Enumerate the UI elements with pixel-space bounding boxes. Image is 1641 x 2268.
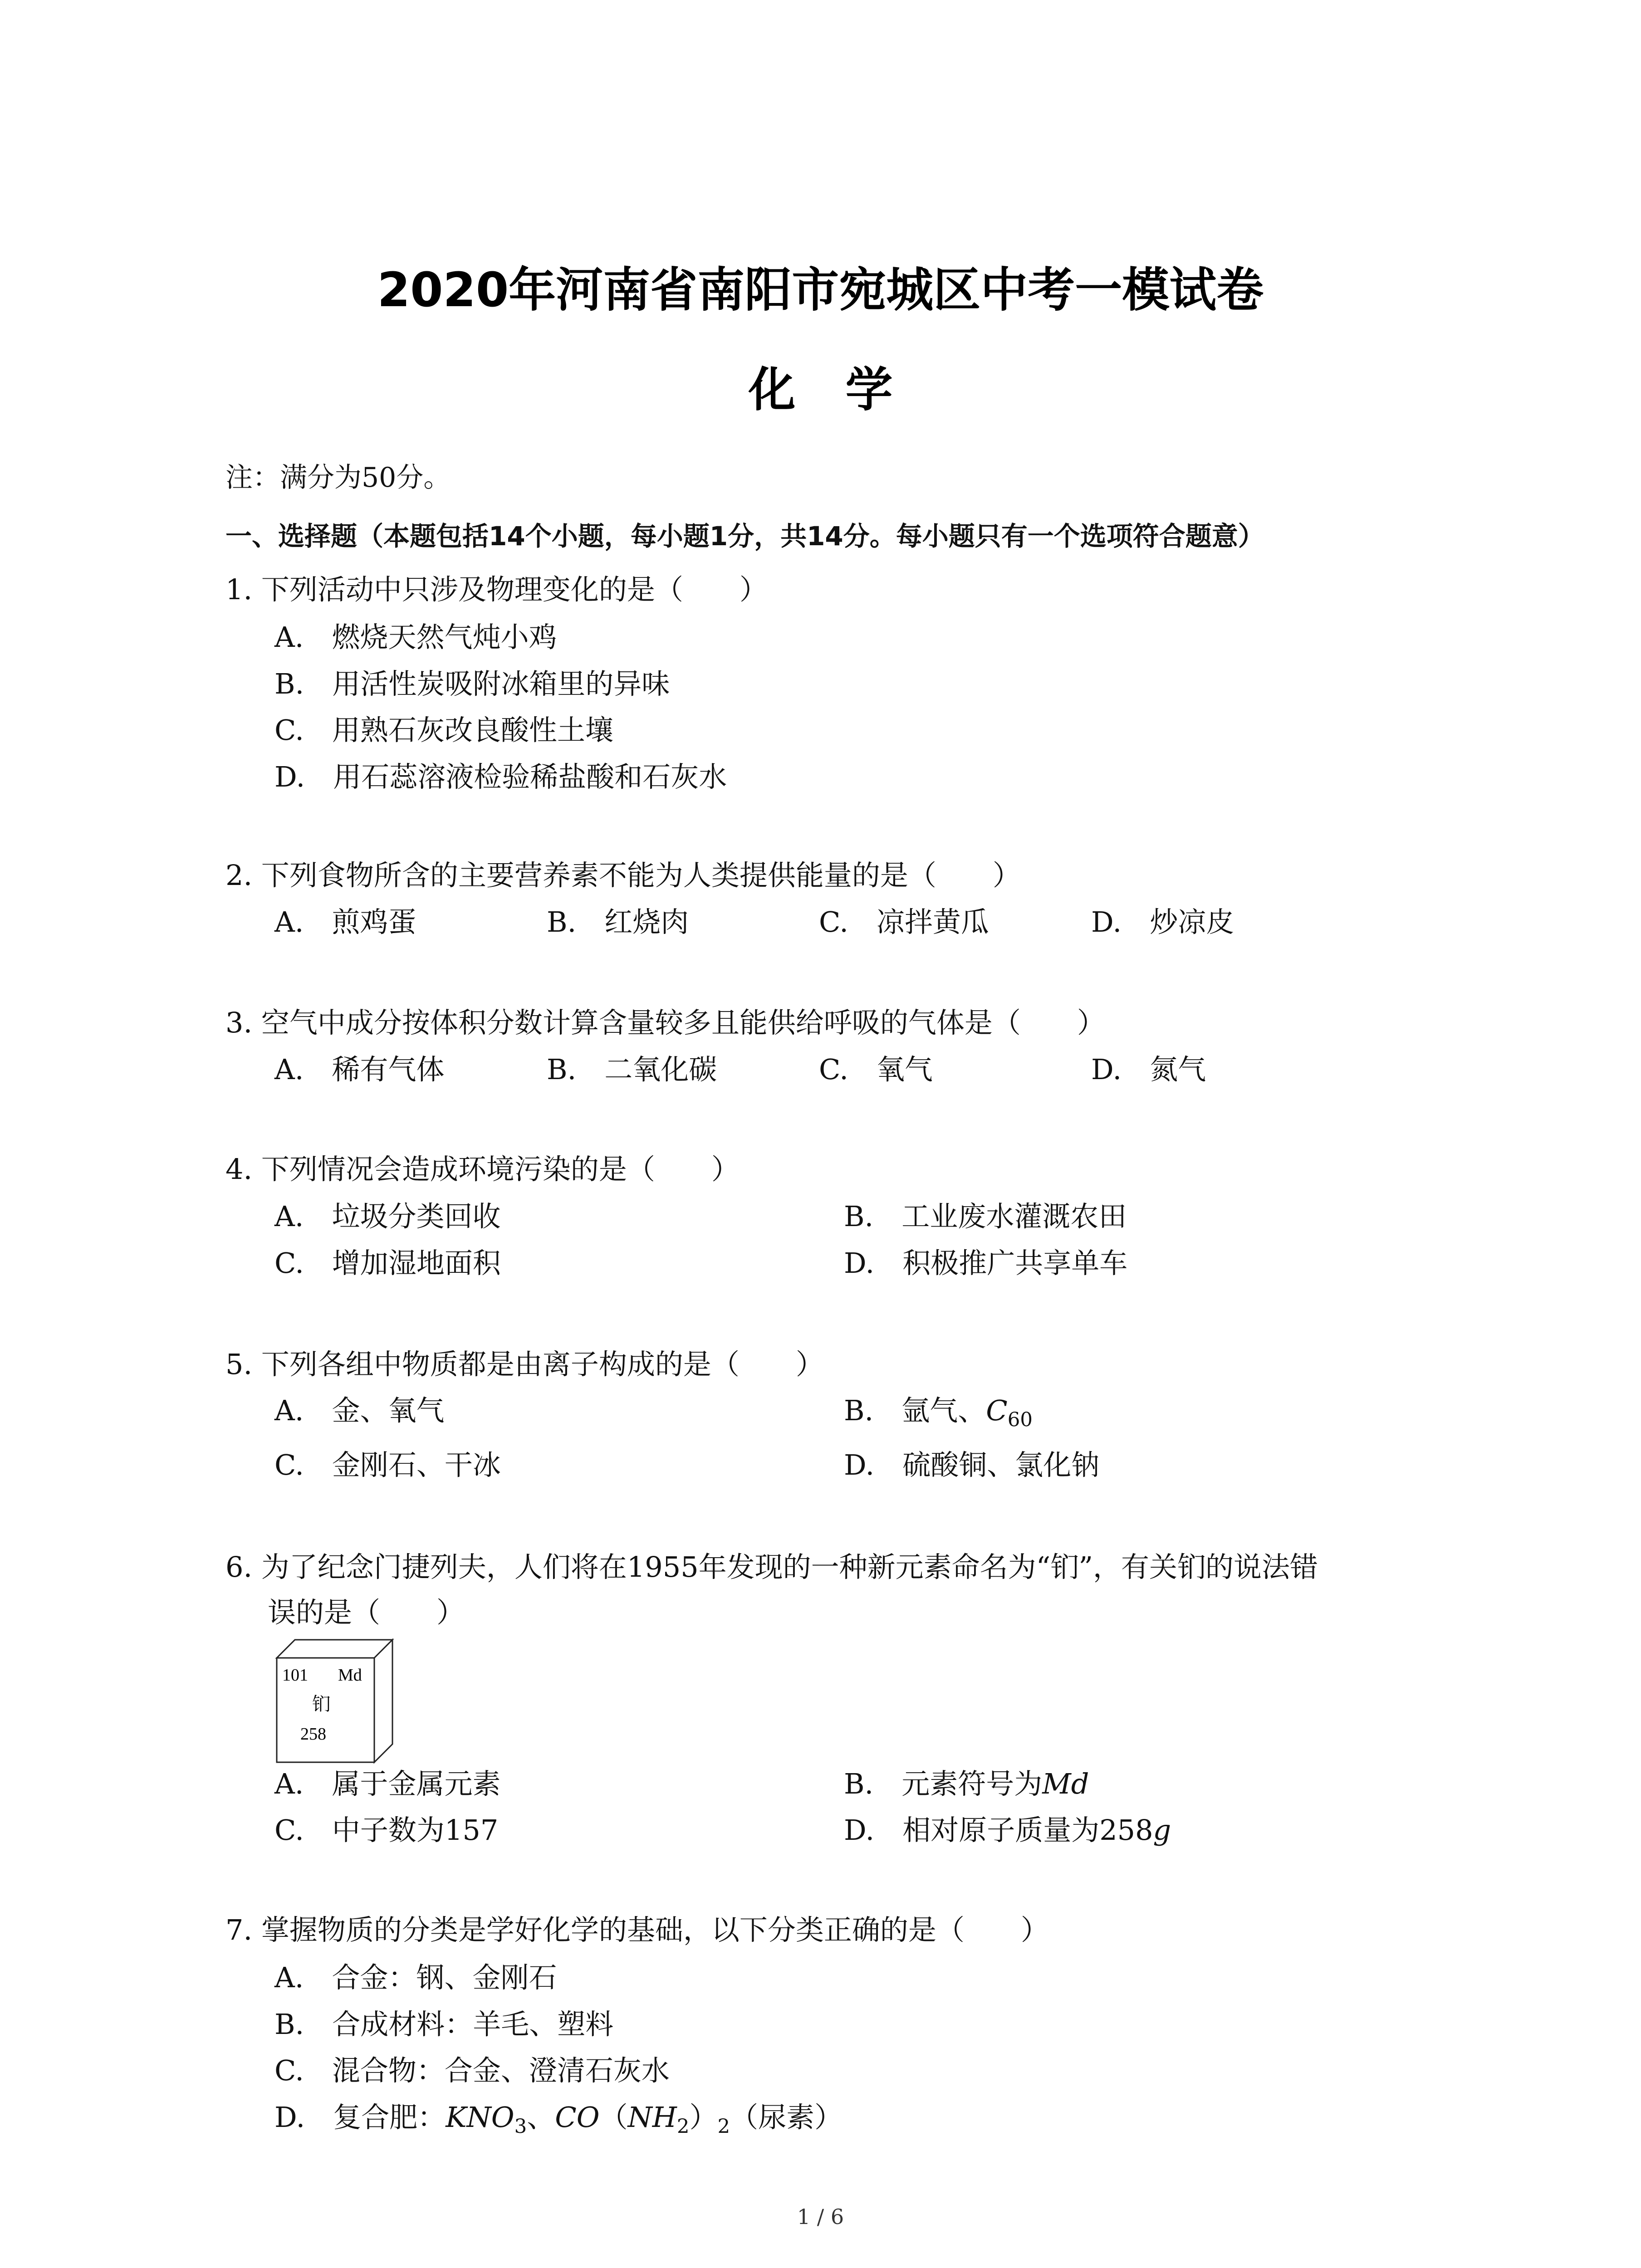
question-3-option-a: A. 稀有气体: [274, 1053, 445, 1086]
question-4-option-b: B. 工业废水灌溉农田: [844, 1200, 1127, 1233]
element-name: 钔: [312, 1694, 330, 1714]
question-5-option-a: A. 金、氧气: [274, 1394, 445, 1427]
question-2-option-b: B. 红烧肉: [547, 905, 689, 938]
right-paren: ）: [689, 2101, 718, 2134]
option-d-text: D. 复合肥：: [274, 2101, 446, 2134]
question-2-option-a: A. 煎鸡蛋: [274, 905, 416, 938]
question-5-option-c: C. 金刚石、干冰: [274, 1448, 501, 1481]
question-7-option-b: B. 合成材料：羊毛、塑料: [274, 2008, 614, 2041]
question-6-stem-line2: 误的是（ ）: [268, 1596, 465, 1629]
element-symbol: Md: [338, 1666, 362, 1685]
question-2-option-c: C. 凉拌黄瓜: [819, 905, 989, 938]
question-6-option-d: [844, 1808, 1171, 1848]
question-3-option-c: C. 氧气: [819, 1053, 933, 1086]
question-1-option-d: D. 用石蕊溶液检验稀盐酸和石灰水: [274, 760, 727, 793]
question-1-option-a: A. 燃烧天然气炖小鸡: [274, 621, 557, 654]
question-1-option-c: C. 用熟石灰改良酸性土壤: [274, 714, 613, 747]
c60-subscript: 60: [1007, 1408, 1033, 1432]
option-b-text: B. 氩气、: [844, 1394, 986, 1427]
question-6-option-c: C. 中子数为157: [274, 1813, 499, 1847]
urea-nh: NH: [627, 2101, 677, 2134]
question-7-option-a: A. 合金：钢、金刚石: [274, 1961, 557, 1994]
question-1-stem: 1. 下列活动中只涉及物理变化的是（ ）: [225, 573, 768, 606]
separator: 、: [527, 2101, 555, 2134]
question-3-option-d: D. 氮气: [1091, 1053, 1206, 1086]
question-6-stem-line1: 6. 为了纪念门捷列夫，人们将在1955年发现的一种新元素命名为“钔”，有关钔的说法错: [225, 1550, 1318, 1584]
question-4-stem: 4. 下列情况会造成环境污染的是（ ）: [225, 1153, 740, 1186]
element-card-mendelevium: [268, 1633, 399, 1769]
question-2-option-d: D. 炒凉皮: [1091, 905, 1234, 938]
page-title: 2020年河南省南阳市宛城区中考一模试卷: [377, 262, 1264, 318]
kno3-subscript: 3: [514, 2115, 527, 2138]
question-4-option-d: D. 积极推广共享单车: [844, 1246, 1128, 1280]
question-4-option-c: C. 增加湿地面积: [274, 1246, 501, 1280]
element-mass: 258: [300, 1725, 326, 1744]
option-b-text: B. 元素符号为: [844, 1767, 1043, 1800]
question-7-option-c: C. 混合物：合金、澄清石灰水: [274, 2054, 670, 2087]
section-heading: 一、选择题（本题包括14个小题，每小题1分，共14分。每小题只有一个选项符合题意）: [225, 521, 1264, 552]
gram-unit: g: [1153, 1813, 1171, 1847]
question-7-option-d: [274, 2095, 843, 2138]
option-d-text: D. 相对原子质量为258: [844, 1813, 1153, 1847]
question-6-option-a: A. 属于金属元素: [274, 1767, 501, 1800]
question-2-stem: 2. 下列食物所含的主要营养素不能为人类提供能量的是（ ）: [225, 859, 1021, 892]
page-number: 1 / 6: [797, 2204, 844, 2229]
question-3-stem: 3. 空气中成分按体积分数计算含量较多且能供给呼吸的气体是（ ）: [225, 1006, 1105, 1039]
question-5-option-b: [844, 1388, 1033, 1432]
left-paren: （: [599, 2101, 628, 2134]
urea-label: （尿素）: [730, 2101, 843, 2134]
question-7-stem: 7. 掌握物质的分类是学好化学的基础，以下分类正确的是（ ）: [225, 1913, 1049, 1946]
question-4-option-a: A. 垃圾分类回收: [274, 1200, 501, 1233]
kno3-formula: KNO: [446, 2101, 514, 2134]
c60-formula: C: [986, 1394, 1008, 1427]
urea-co: CO: [555, 2101, 600, 2134]
group-subscript: 2: [717, 2115, 730, 2138]
page-subtitle: 化学: [748, 362, 943, 417]
question-5-option-d: D. 硫酸铜、氯化钠: [844, 1448, 1100, 1481]
score-note: 注：满分为50分。: [225, 462, 451, 494]
md-symbol: Md: [1042, 1767, 1089, 1800]
question-6-option-b: [844, 1761, 1089, 1802]
nh2-subscript: 2: [676, 2115, 690, 2138]
question-1-option-b: B. 用活性炭吸附冰箱里的异味: [274, 667, 670, 700]
question-3-option-b: B. 二氧化碳: [547, 1053, 717, 1086]
question-5-stem: 5. 下列各组中物质都是由离子构成的是（ ）: [225, 1348, 824, 1381]
element-atomic-number: 101: [282, 1666, 308, 1685]
